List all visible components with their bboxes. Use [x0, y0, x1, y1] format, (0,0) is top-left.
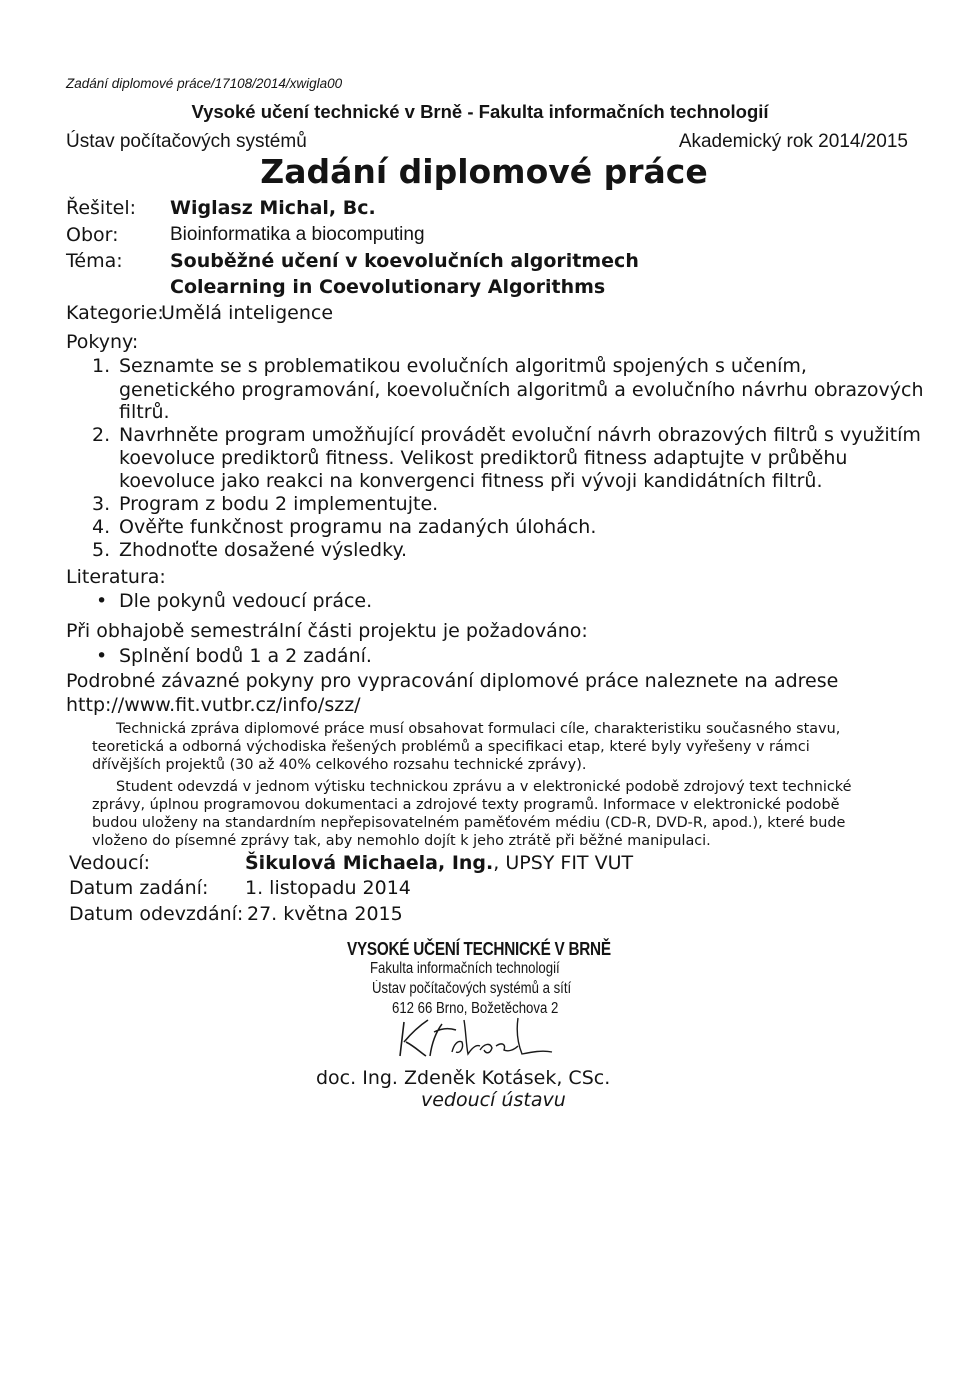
signatory-name: doc. Ing. Zdeněk Kotásek, CSc.: [316, 1067, 611, 1089]
instruction-num: 2.: [92, 424, 111, 446]
note-line: Student odevzdá v jednom výtisku technickou zprávu a v elektronické podobě zdrojový text technické: [116, 779, 852, 795]
handwritten-signature: [392, 1012, 562, 1062]
note-line: dřívějších projektů (30 až 40% celkového rozsahu technické zprávy).: [92, 757, 587, 773]
bullet-icon: •: [96, 645, 108, 667]
stamp-line: VYSOKÉ UČENÍ TECHNICKÉ V BRNĚ: [347, 939, 611, 959]
stamp-line: 612 66 Brno, Božetěchova 2: [392, 1000, 559, 1017]
details-text: Podrobné závazné pokyny pro vypracování diplomové práce naleznete na adrese: [66, 670, 839, 692]
supervisor-value: [245, 852, 633, 874]
instructions-label: Pokyny:: [66, 331, 139, 353]
instruction-num: 3.: [92, 493, 111, 515]
signatory-role: vedoucí ústavu: [421, 1089, 566, 1111]
page-title: Zadání diplomové práce: [260, 152, 708, 191]
instruction-line: Zhodnoťte dosažené výsledky.: [119, 539, 408, 561]
academic-year: Akademický rok 2014/2015: [678, 131, 908, 152]
instruction-line: genetického programování, koevolučních algoritmů a evolučního návrhu obrazových: [119, 379, 924, 401]
supervisor-label: Vedoucí:: [69, 852, 151, 874]
instruction-line: koevoluce jako reakci na konvergenci fitness při vývoji kandidátních filtrů.: [119, 470, 823, 492]
due-date-label: Datum odevzdání:: [69, 903, 244, 925]
literature-item: Dle pokynů vedoucí práce.: [119, 590, 373, 612]
faculty-name: Vysoké učení technické v Brně - Fakulta informačních technologií: [191, 101, 769, 122]
supervisor-affiliation: , UPSY FIT VUT: [493, 852, 634, 874]
obor-value: Bioinformatika a biocomputing: [170, 224, 425, 245]
assigned-date-value: 1. listopadu 2014: [245, 877, 411, 899]
tema-cz: Souběžné učení v koevolučních algoritmech: [170, 250, 639, 272]
instruction-line: koevoluce prediktorů fitness. Velikost prediktorů fitness adaptujte v průběhu: [119, 447, 848, 469]
note-line: Technická zpráva diplomové práce musí obsahovat formulaci cíle, charakteristiku současného stavu,: [116, 721, 841, 737]
instruction-line: Program z bodu 2 implementujte.: [119, 493, 439, 515]
stamp-line: Fakulta informačních technologií: [370, 960, 560, 977]
note-line: vloženo do písemné zprávy tak, aby nemohlo dojít k jeho ztrátě při běžné manipulaci.: [92, 833, 711, 849]
note-line: zprávy, úplnou programovou dokumentaci a zdrojové texty programů. Informace v elektronické podobě: [92, 797, 840, 813]
supervisor-name: Šikulová Michaela, Ing.: [245, 852, 494, 874]
document-reference: Zadání diplomové práce/17108/2014/xwigla00: [66, 76, 343, 91]
defense-label: Při obhajobě semestrální části projektu je požadováno:: [66, 620, 588, 642]
instruction-line: Navrhněte program umožňující provádět evoluční návrh obrazových filtrů s využitím: [119, 424, 921, 446]
kategorie-value: Umělá inteligence: [161, 302, 334, 324]
literature-label: Literatura:: [66, 566, 166, 588]
stamp-line: Ústav počítačových systémů a sítí: [372, 980, 572, 997]
note-line: teoretická a odborná východiska řešených problémů a specifikaci etap, které byly vyřešeny v rámci: [92, 739, 810, 755]
kategorie-label: Kategorie:: [66, 302, 164, 324]
instruction-line: Ověřte funkčnost programu na zadaných úlohách.: [119, 516, 597, 538]
obor-label: Obor:: [66, 224, 119, 246]
resitel-label: Řešitel:: [66, 197, 137, 219]
instruction-line: Seznamte se s problematikou evolučních algoritmů spojených s učením,: [119, 355, 807, 377]
instruction-num: 4.: [92, 516, 111, 538]
note-line: budou uloženy na standardním nepřepisovatelném paměťovém médiu (CD-R, DVD-R, apod.), které bude: [92, 815, 846, 831]
details-url[interactable]: http://www.fit.vutbr.cz/info/szz/: [66, 694, 361, 716]
bullet-icon: •: [96, 590, 108, 612]
tema-label: Téma:: [66, 250, 123, 272]
resitel-value: Wiglasz Michal, Bc.: [170, 197, 376, 219]
due-date-value: 27. května 2015: [247, 903, 403, 925]
instruction-line: filtrů.: [119, 401, 170, 423]
tema-en: Colearning in Coevolutionary Algorithms: [170, 276, 606, 298]
instruction-num: 5.: [92, 539, 111, 561]
assigned-date-label: Datum zadání:: [69, 877, 209, 899]
instruction-num: 1.: [92, 355, 111, 377]
department-name: Ústav počítačových systémů: [66, 131, 307, 152]
defense-item: Splnění bodů 1 a 2 zadání.: [119, 645, 372, 667]
